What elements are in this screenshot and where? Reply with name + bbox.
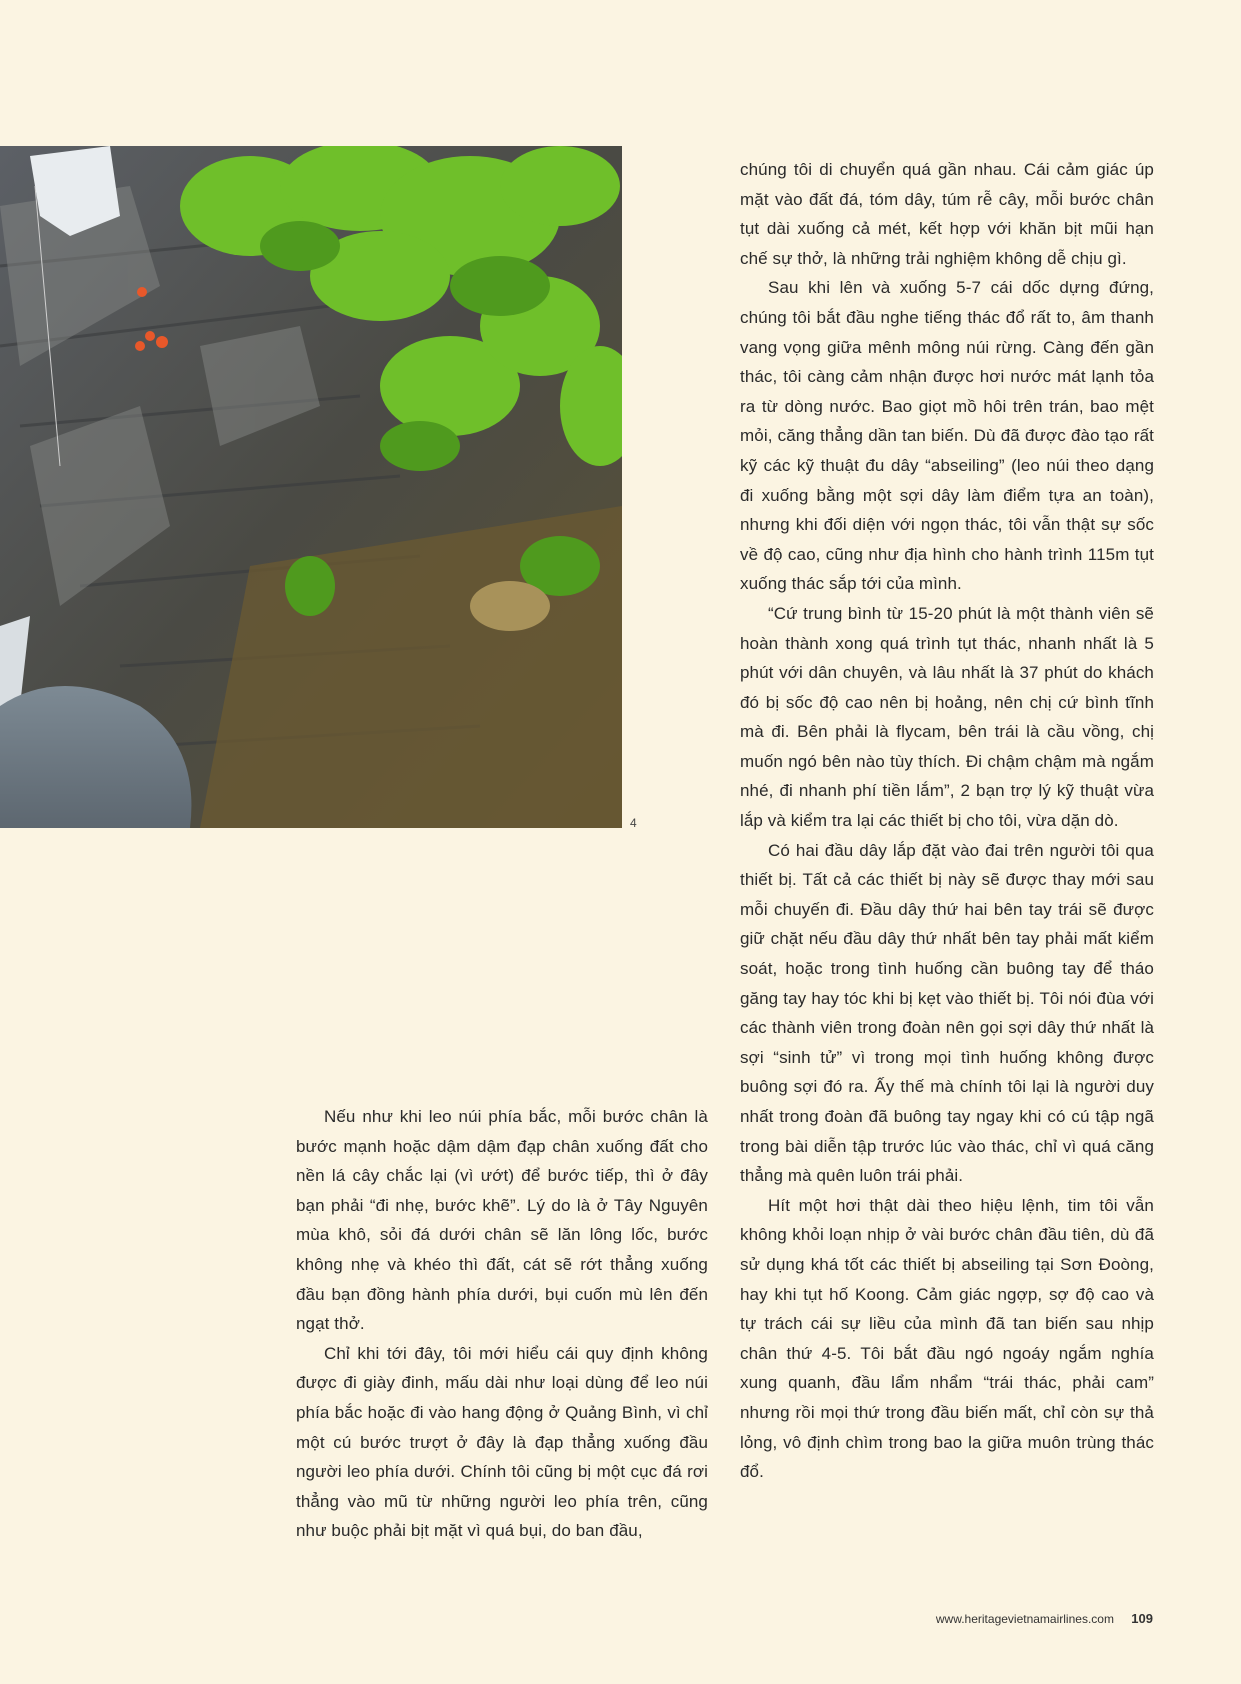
- figure-number: 4: [630, 816, 637, 830]
- website-link[interactable]: www.heritagevietnamairlines.com: [935, 1612, 1114, 1626]
- page-number: 109: [1131, 1611, 1153, 1626]
- paragraph: “Cứ trung bình từ 15-20 phút là một thành viên sẽ hoàn thành xong quá trình tụt thác, nhanh nhất là 5 phút với dân chuyên, và lâu nhất là 37 phút do khách đó bị sốc độ cao nên bị hoảng, nên chị cứ bình tĩnh mà đi. Bên phải là flycam, bên trái là cầu vồng, chị muốn ngó bên nào tùy thích. Đi chậm chậm mà ngắm nhé, đi nhanh phí tiền lắm”, 2 bạn trợ lý kỹ thuật vừa lắp và kiểm tra lại các thiết bị cho tôi, vừa dặn dò.: [740, 603, 1154, 831]
- left-text-column: [296, 1102, 708, 1546]
- paragraph: Sau khi lên và xuống 5-7 cái dốc dựng đứng, chúng tôi bắt đầu nghe tiếng thác đổ rất to, âm thanh vang vọng giữa mênh mông núi rừng. Càng đến gần thác, tôi càng cảm nhận được hơi nước mát lạnh tỏa ra từ dòng nước. Bao giọt mồ hôi trên trán, bao mệt mỏi, căng thẳng dần tan biến. Dù đã được đào tạo rất kỹ các kỹ thuật đu dây “abseiling” (leo núi theo dạng đi xuống bằng một sợi dây làm điểm tựa an toàn), nhưng khi đối diện với ngọn thác, tôi vẫn thật sự sốc về độ cao, cũng như địa hình cho hành trình 115m tụt xuống thác sắp tới của mình.: [740, 278, 1154, 594]
- paragraph: chúng tôi di chuyển quá gần nhau. Cái cảm giác úp mặt vào đất đá, tóm dây, túm rễ cây, mỗi bước chân tụt dài xuống cả mét, kết hợp với khăn bịt mũi hạn chế sự thở, là những trải nghiệm không dễ chịu gì.: [740, 160, 1154, 268]
- paragraph: Có hai đầu dây lắp đặt vào đai trên người tôi qua thiết bị. Tất cả các thiết bị này sẽ được thay mới sau mỗi chuyến đi. Đầu dây thứ hai bên tay trái sẽ được giữ chặt nếu đầu dây thứ nhất bên tay phải mất kiểm soát, hoặc trong tình huống cần buông tay để tháo găng tay hay tóc khi bị kẹt vào thiết bị. Tôi nói đùa với các thành viên trong đoàn nên gọi sợi dây thứ nhất là sợi “sinh tử” vì trong mọi tình huống không được buông sợi đó ra. Ấy thế mà chính tôi lại là người duy nhất trong đoàn đã buông tay ngay khi có cú tập ngã trong bài diễn tập trước lúc vào thác, chỉ vì quá căng thẳng mà quên luôn trái phải.: [740, 840, 1154, 1186]
- right-text-column: [740, 155, 1154, 1487]
- cliff-waterfall-photo: [0, 146, 622, 828]
- paragraph: Hít một hơi thật dài theo hiệu lệnh, tim tôi vẫn không khỏi loạn nhịp ở vài bước chân đầu tiên, dù đã sử dụng khá tốt các thiết bị abseiling tại Sơn Đoòng, hay khi tụt hố Koong. Cảm giác ngợp, sợ độ cao và tự trách cái sự liều của mình đã tan biến sau nhịp chân thứ 4-5. Tôi bắt đầu ngó ngoáy ngắm nghía xung quanh, đầu lẩm nhẩm “trái thác, phải cam” nhưng rồi mọi thứ trong đầu biến mất, chỉ còn sự thả lỏng, vô định chìm trong bao la giữa muôn trùng thác đổ.: [740, 1195, 1154, 1482]
- paragraph: Chỉ khi tới đây, tôi mới hiểu cái quy định không được đi giày đinh, mấu dài như loại dùng để leo núi phía bắc hoặc đi vào hang động ở Quảng Bình, vì chỉ một cú bước trượt ở đây là đạp thẳng xuống đầu người leo phía dưới. Chính tôi cũng bị một cục đá rơi thẳng vào mũ từ những người leo phía trên, cũng như buộc phải bịt mặt vì quá bụi, do ban đầu,: [296, 1343, 708, 1541]
- page-footer: [936, 1611, 1153, 1626]
- photo-illustration: [0, 146, 622, 828]
- paragraph: Nếu như khi leo núi phía bắc, mỗi bước chân là bước mạnh hoặc dậm dậm đạp chân xuống đất cho nền lá cây chắc lại (vì ướt) để bước tiếp, thì ở đây bạn phải “đi nhẹ, bước khẽ”. Lý do là ở Tây Nguyên mùa khô, sỏi đá dưới chân sẽ lăn lông lốc, bước không nhẹ và khéo thì đất, cát sẽ rớt thẳng xuống đầu bạn đồng hành phía dưới, bụi cuốn mù lên đến ngạt thở.: [296, 1107, 708, 1334]
